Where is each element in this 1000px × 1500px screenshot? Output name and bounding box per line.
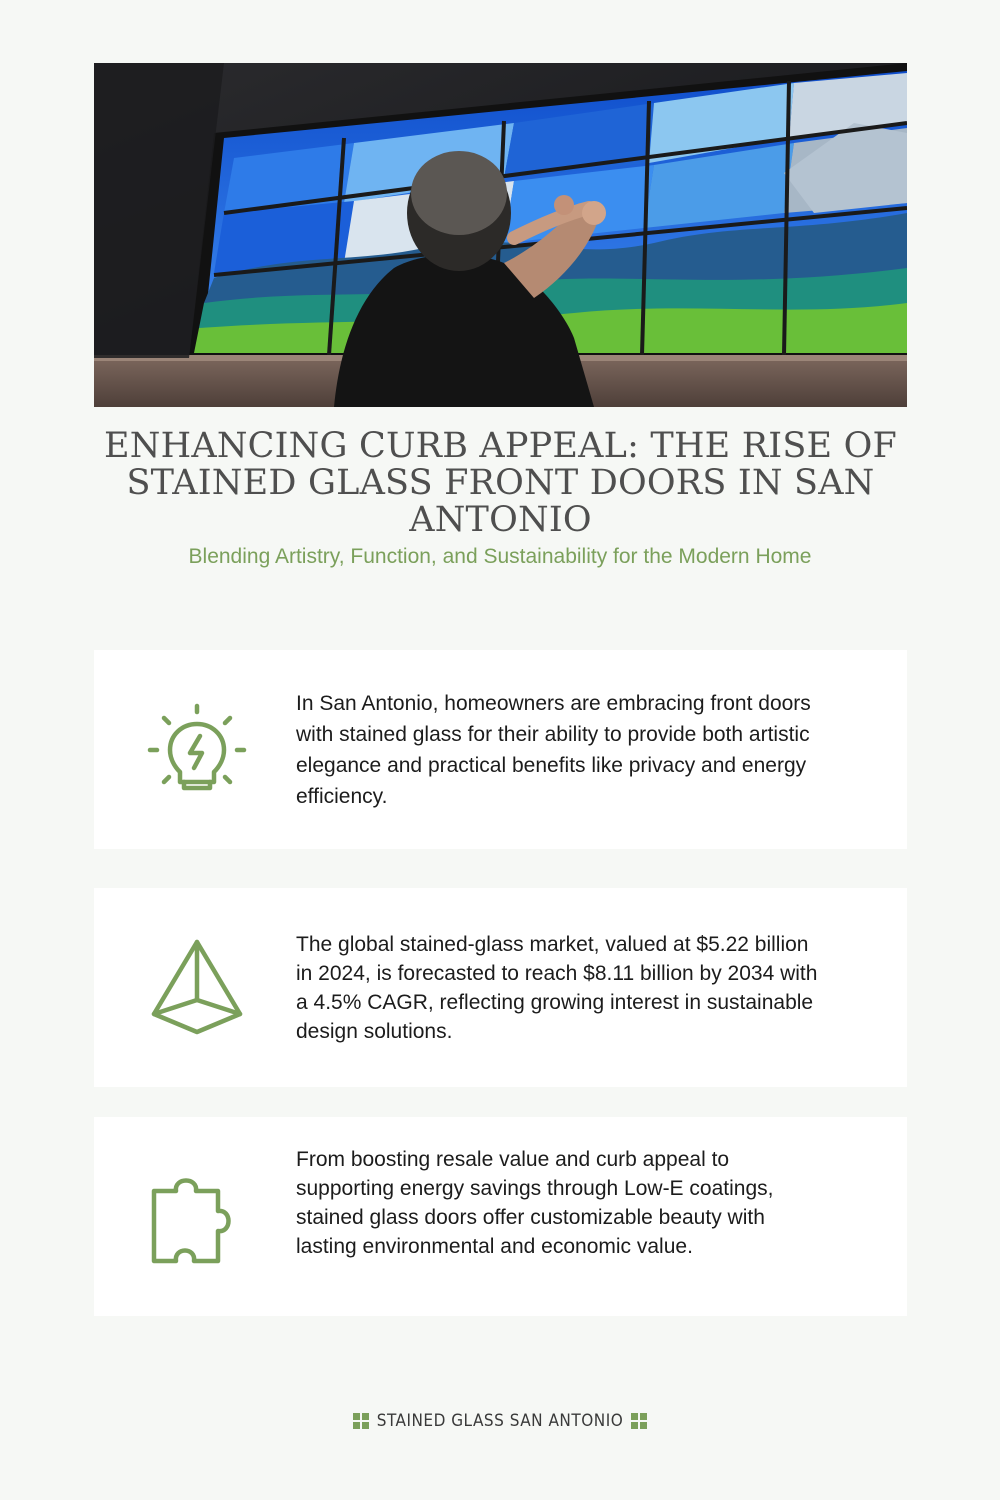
stained-glass-window-illustration — [94, 63, 907, 407]
card-text-2: The global stained-glass market, valued at $5.22 billion in 2024, is forecasted to reach $8.11 billion by 2034 with a 4.5% CAGR, reflecting growing interest in sustainable design solutions. — [296, 933, 818, 1043]
window-grid-icon — [353, 1413, 369, 1429]
puzzle-piece-icon — [144, 1167, 250, 1273]
card-text-1: In San Antonio, homeowners are embracing front doors with stained glass for their ability to provide both artistic elegance and practical benefits like privacy and energy efficiency. — [296, 692, 811, 808]
page-subtitle: Blending Artistry, Function, and Sustainability for the Modern Home — [188, 545, 812, 568]
brand-name: STAINED GLASS SAN ANTONIO — [376, 1411, 624, 1431]
lightbulb-icon — [144, 698, 250, 804]
pyramid-icon — [144, 936, 250, 1042]
hero-image — [94, 63, 907, 407]
footer-brand — [0, 1408, 1000, 1434]
info-card-2 — [94, 888, 907, 1087]
info-card-3 — [94, 1117, 907, 1316]
info-card-1 — [94, 650, 907, 849]
page-title: ENHANCING CURB APPEAL: THE RISE OF STAINED GLASS FRONT DOORS IN SAN ANTONIO — [104, 426, 897, 540]
card-text-3: From boosting resale value and curb appeal to supporting energy savings through Low-E coatings, stained glass doors offer customizable beauty with lasting environmental and economic value. — [296, 1148, 774, 1258]
window-grid-icon — [631, 1413, 647, 1429]
